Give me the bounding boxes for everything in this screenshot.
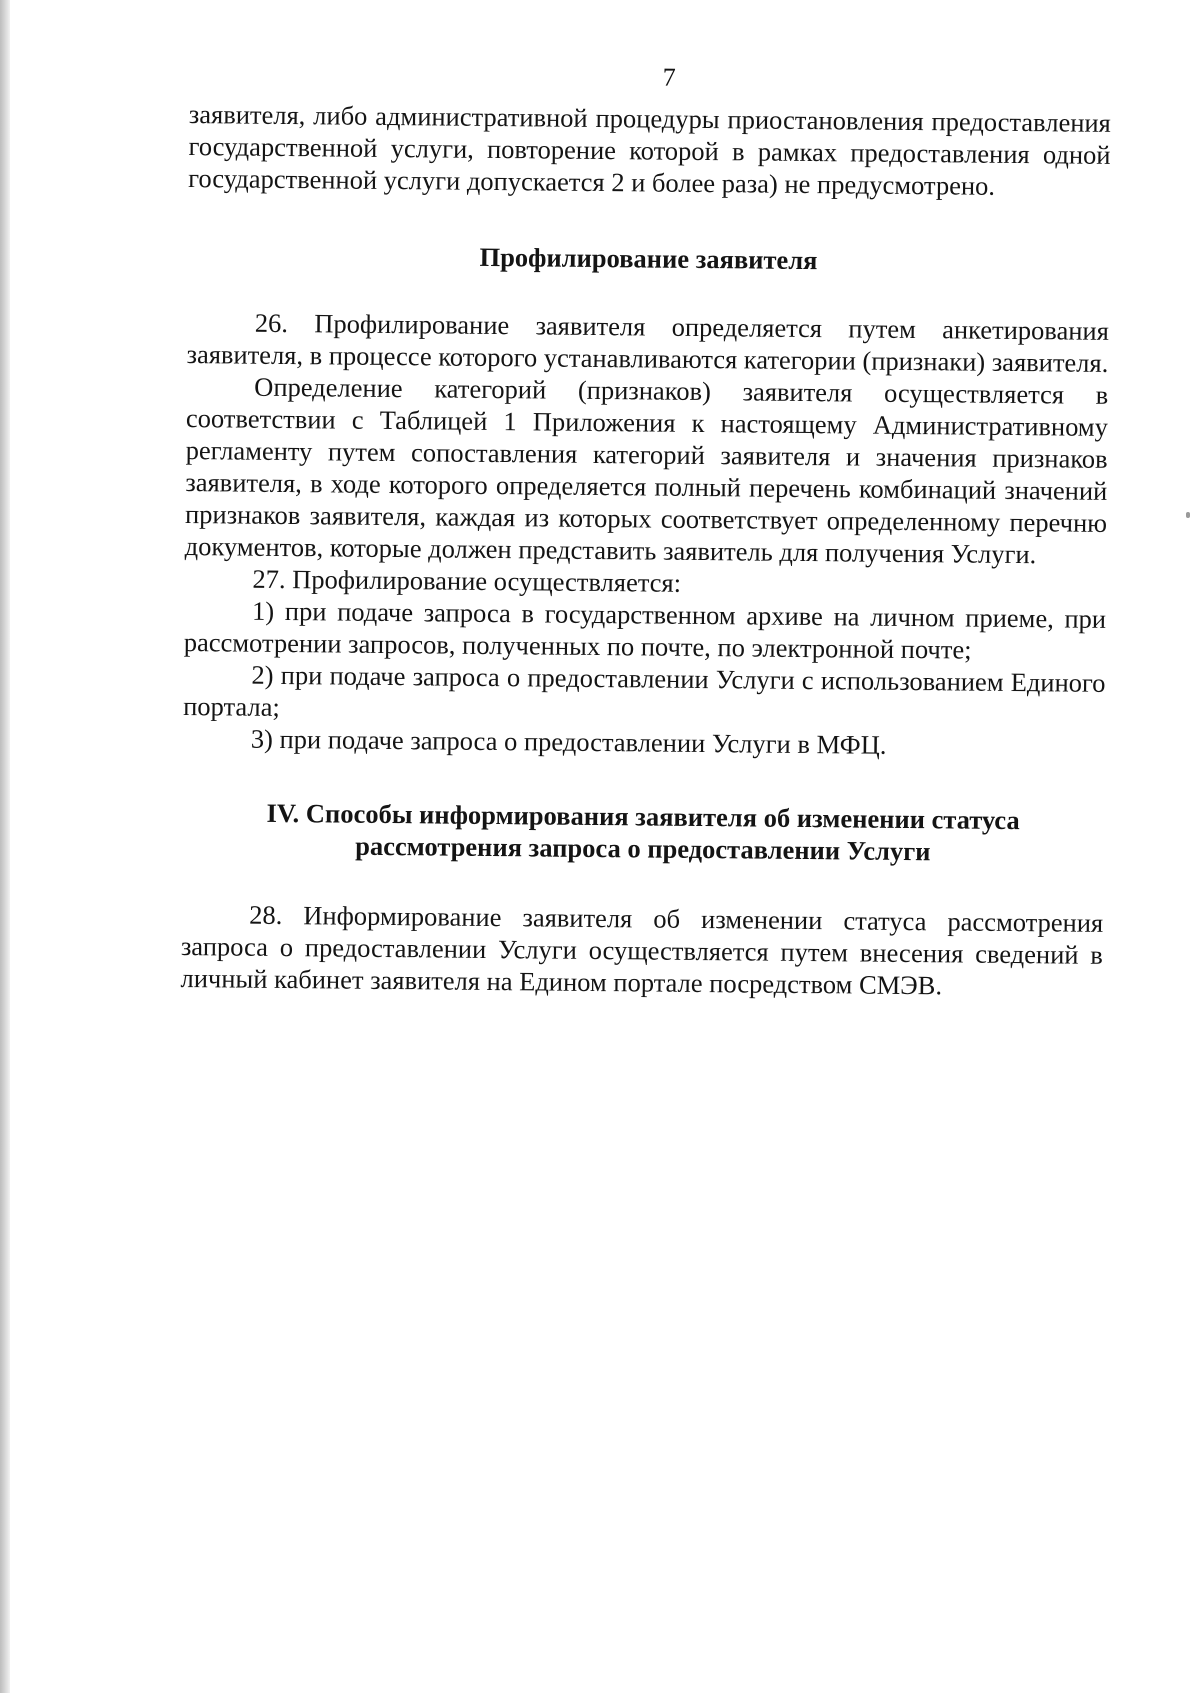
list-item: 2) при подаче запроса о предоставлении Услуги с использованием Единого портала; bbox=[183, 659, 1106, 722]
paragraph-27: 27. Профилирование осуществляется: bbox=[252, 563, 682, 598]
paragraph-26-definition: Определение категорий (признаков) заявителя осуществляется в соответствии с Таблицей 1 Приложения к настоящему Административному регламенту путем сопоставления категорий заявителя и значения признаков заявителя, в ходе которого определяется полный перечень комбинаций значений признаков заявителя, каждая из которых соответствует определенному перечню документов, которые должен представить заявитель для получения Услуги. bbox=[184, 371, 1109, 570]
section-heading-iv-line1: IV. Способы информирования заявителя об изменении статуса bbox=[266, 797, 1020, 836]
list-item: 3) при подаче запроса о предоставлении Услуги в МФЦ. bbox=[250, 723, 887, 760]
section-heading-iv-line2: рассмотрения запроса о предоставлении Услуги bbox=[355, 830, 931, 867]
paragraph-26: 26. Профилирование заявителя определяется путем анкетирования заявителя, в процессе которого устанавливаются категории (признаки) заявителя. bbox=[186, 307, 1109, 378]
list-item: 1) при подаче запроса в государственном архиве на личном приеме, при рассмотрении запросов, полученных по почте, по электронной почте; bbox=[183, 595, 1107, 665]
intro-paragraph: заявителя, либо административной процедуры приостановления предоставления государственной услуги, повторение которой в рамках предоставления одной государственной услуги допускается 2 и более раза) не предусмотрено. bbox=[188, 99, 1111, 201]
section-heading-profiling: Профилирование заявителя bbox=[479, 241, 818, 276]
section-heading-iv bbox=[182, 796, 1105, 869]
paragraph-28: 28. Информирование заявителя об изменении статуса рассмотрения запроса о предоставлении Услуги осуществляется путем внесения сведений в личный кабинет заявителя на Едином портале посредством СМЭВ. bbox=[180, 899, 1104, 1001]
page-number: 7 bbox=[662, 62, 676, 92]
document-body bbox=[180, 98, 1111, 1003]
